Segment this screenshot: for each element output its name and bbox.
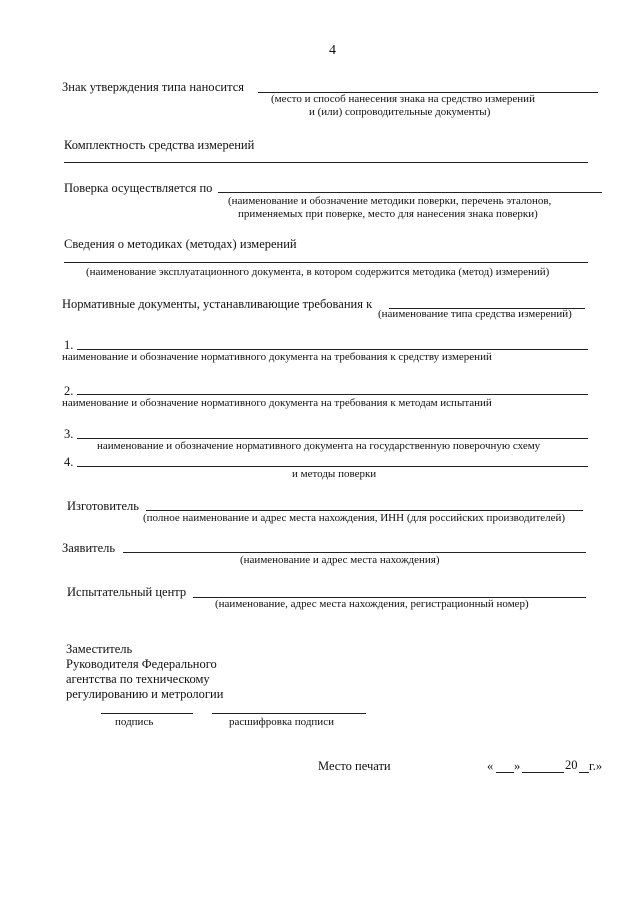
item-4-field[interactable] (77, 466, 588, 467)
applicant-label: Заявитель (62, 541, 116, 555)
verification-label: Поверка осуществляется по (64, 181, 213, 195)
item-1-field[interactable] (77, 349, 588, 350)
date-open-quote: « (487, 759, 494, 773)
signature-decode-line[interactable] (212, 713, 366, 714)
item-3-caption: наименование и обозначение нормативного документа на государственную поверочную схему (97, 440, 541, 452)
completeness-field[interactable] (64, 162, 588, 163)
signature-line[interactable] (101, 713, 193, 714)
item-1-caption: наименование и обозначение нормативного документа на требования к средству измерений (62, 351, 492, 363)
item-3-number: 3. (64, 427, 74, 441)
normative-caption: (наименование типа средства измерений) (378, 308, 572, 320)
applicant-field[interactable] (123, 552, 586, 553)
verification-caption-2: применяемых при поверке, место для нанесения знака поверки) (238, 208, 538, 220)
date-close-quote: » (514, 759, 521, 773)
methods-caption: (наименование эксплуатационного документа, в котором содержится методика (метод) измерений) (86, 266, 550, 278)
item-2-field[interactable] (77, 394, 588, 395)
manufacturer-caption: (полное наименование и адрес места нахождения, ИНН (для российских производителей) (143, 512, 566, 524)
item-2-number: 2. (64, 384, 74, 398)
manufacturer-field[interactable] (146, 510, 583, 511)
signature-decode-caption: расшифровка подписи (229, 716, 334, 728)
manufacturer-label: Изготовитель (67, 499, 139, 513)
item-1-number: 1. (64, 338, 74, 352)
item-4-number: 4. (64, 455, 74, 469)
methods-field[interactable] (64, 262, 588, 263)
normative-label: Нормативные документы, устанавливающие требования к (62, 297, 373, 311)
applicant-caption: (наименование и адрес места нахождения) (240, 554, 440, 566)
page-number: 4 (329, 43, 336, 58)
type-approval-caption-2: и (или) сопроводительные документы) (309, 106, 491, 118)
test-center-label: Испытательный центр (67, 585, 187, 599)
item-2-caption: наименование и обозначение нормативного документа на требования к методам испытаний (62, 397, 492, 409)
signatory-line-1: Заместитель (66, 642, 133, 656)
date-year-field[interactable] (579, 772, 589, 773)
type-approval-label: Знак утверждения типа наносится (62, 80, 244, 94)
date-day-field[interactable] (496, 772, 514, 773)
methods-label: Сведения о методиках (методах) измерений (64, 237, 297, 251)
date-month-field[interactable] (522, 772, 564, 773)
signatory-line-3: агентства по техническому (66, 672, 210, 686)
verification-caption-1: (наименование и обозначение методики поверки, перечень эталонов, (228, 195, 552, 207)
item-3-field[interactable] (77, 438, 588, 439)
test-center-caption: (наименование, адрес места нахождения, регистрационный номер) (215, 598, 529, 610)
signatory-line-2: Руководителя Федерального (66, 657, 217, 671)
type-approval-caption-1: (место и способ нанесения знака на средство измерений (271, 93, 535, 105)
stamp-label: Место печати (318, 759, 391, 773)
completeness-label: Комплектность средства измерений (64, 138, 255, 152)
date-year-prefix: 20 (565, 758, 578, 772)
date-year-suffix: г.» (589, 759, 603, 773)
item-4-caption: и методы поверки (292, 468, 377, 480)
signatory-line-4: регулированию и метрологии (66, 687, 224, 701)
signature-caption: подпись (115, 716, 154, 728)
verification-field[interactable] (218, 192, 602, 193)
